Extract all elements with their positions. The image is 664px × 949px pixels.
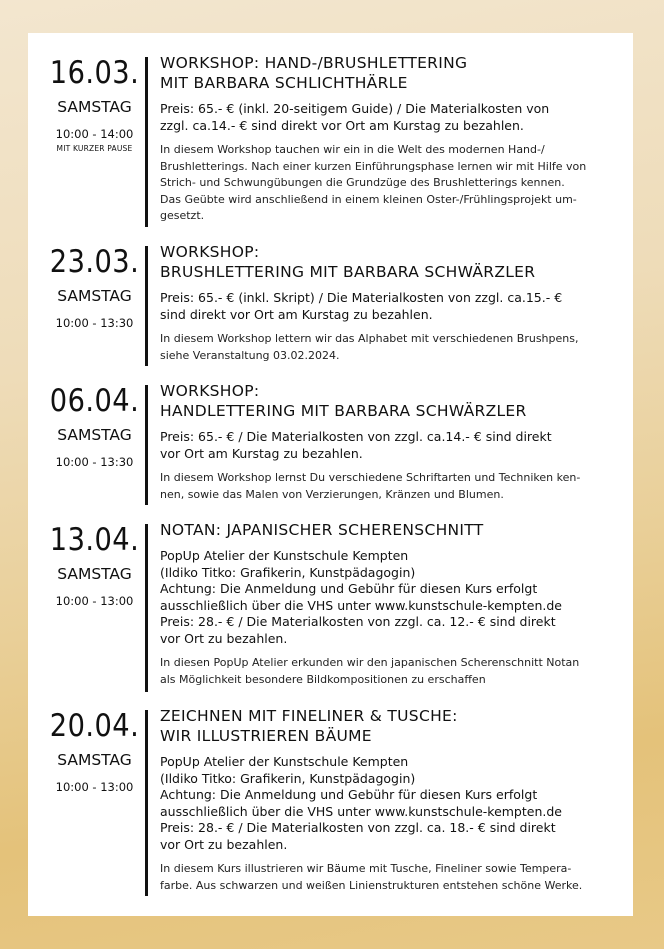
event-meta-line: Preis: 28.- € / Die Materialkosten von zzgl. ca. 12.- € sind direkt [160, 614, 556, 629]
event-description [160, 470, 610, 503]
event-time: 10:00 - 13:00 [55, 594, 134, 608]
event-desc-line: In diesem Workshop lernst Du verschiedene Schriftarten und Techniken ken- [160, 471, 581, 484]
event-meta-line: vor Ort zu bezahlen. [160, 836, 288, 852]
event-title-line: WORKSHOP: HAND-/BRUSHLETTERING [160, 54, 468, 72]
event-meta-line: zzgl. ca.14.- € sind direkt vor Ort am Kurstag zu bezahlen. [160, 117, 524, 133]
event-title-line: WORKSHOP: [160, 243, 260, 261]
event-title-line: WORKSHOP: [160, 382, 260, 400]
event-date-column [28, 523, 161, 608]
event-title-line: BRUSHLETTERING MIT BARBARA SCHWÄRZLER [160, 263, 536, 281]
event-price-info [160, 429, 610, 462]
event-title [160, 381, 610, 421]
event-description [160, 331, 610, 364]
event-weekday: SAMSTAG [57, 98, 132, 116]
event-time-note: MIT KURZER PAUSE [56, 144, 133, 153]
event-date: 20.04. [49, 708, 140, 744]
event-desc-line: In diesem Kurs illustrieren wir Bäume mit Tusche, Fineliner sowie Tempera- [160, 862, 572, 875]
event-meta-line: Preis: 65.- € (inkl. 20-seitigem Guide) / Die Materialkosten von [160, 101, 550, 116]
event-title-line: MIT BARBARA SCHLICHTHÄRLE [160, 74, 408, 92]
event-date-column [28, 56, 161, 153]
event-meta-line: PopUp Atelier der Kunstschule Kempten [160, 754, 409, 769]
divider-bar [145, 385, 148, 505]
event-meta-line: Preis: 28.- € / Die Materialkosten von zzgl. ca. 18.- € sind direkt [160, 820, 556, 835]
event-meta-line: vor Ort am Kurstag zu bezahlen. [160, 445, 363, 461]
event-description [160, 861, 610, 894]
event-meta-line: PopUp Atelier der Kunstschule Kempten [160, 548, 409, 563]
event-title [160, 242, 610, 282]
event-desc-line: gesetzt. [160, 209, 205, 222]
event-meta-line: vor Ort zu bezahlen. [160, 630, 288, 646]
event-desc-line: als Möglichkeit besondere Bildkompositionen zu erschaffen [160, 672, 486, 686]
event-meta-line: sind direkt vor Ort am Kurstag zu bezahlen. [160, 306, 433, 322]
event-date-column [28, 245, 161, 330]
event-weekday: SAMSTAG [57, 751, 132, 769]
divider-bar [145, 246, 148, 366]
event-date: 13.04. [49, 522, 140, 558]
event-meta-line: ausschließlich über die VHS unter www.kunstschule-kempten.de [160, 803, 562, 819]
event-course-info [160, 548, 610, 647]
event-weekday: SAMSTAG [57, 565, 132, 583]
event-desc-line: Das Geübte wird anschließend in einem kleinen Oster-/Frühlingsprojekt um- [160, 192, 577, 206]
event-date: 23.03. [49, 244, 140, 280]
event-time: 10:00 - 13:30 [55, 455, 134, 469]
event-date-column [28, 709, 161, 794]
event-title [160, 53, 610, 93]
program-sheet [28, 33, 633, 916]
event-title-line: HANDLETTERING MIT BARBARA SCHWÄRZLER [160, 402, 527, 420]
event-desc-line: Brushletterings. Nach einer kurzen Einführungsphase lernen wir mit Hilfe von [160, 159, 587, 173]
event-content [160, 381, 610, 503]
event-price-info [160, 101, 610, 134]
event-content [160, 520, 610, 688]
event-desc-line: In diesen PopUp Atelier erkunden wir den japanischen Scherenschnitt Notan [160, 656, 580, 669]
event-course-info [160, 754, 610, 853]
event-title-line: WIR ILLUSTRIEREN BÄUME [160, 727, 372, 745]
event-meta-line: Preis: 65.- € / Die Materialkosten von zzgl. ca.14.- € sind direkt [160, 429, 552, 444]
event-desc-line: In diesem Workshop lettern wir das Alphabet mit verschiedenen Brushpens, [160, 332, 579, 345]
event-title [160, 520, 610, 540]
event-date-column [28, 384, 161, 469]
event-date: 16.03. [49, 55, 140, 91]
event-desc-line: nen, sowie das Malen von Verzierungen, Kränzen und Blumen. [160, 487, 504, 501]
event-meta-line: (Ildiko Titko: Grafikerin, Kunstpädagogin) [160, 770, 416, 786]
event-meta-line: (Ildiko Titko: Grafikerin, Kunstpädagogin) [160, 564, 416, 580]
event-title [160, 706, 610, 746]
event-meta-line: Achtung: Die Anmeldung und Gebühr für diesen Kurs erfolgt [160, 581, 538, 596]
event-content [160, 706, 610, 894]
divider-bar [145, 57, 148, 227]
event-desc-line: Strich- und Schwungübungen die Grundzüge des Brushletterings kennen. [160, 176, 565, 189]
event-weekday: SAMSTAG [57, 426, 132, 444]
event-meta-line: Preis: 65.- € (inkl. Skript) / Die Materialkosten von zzgl. ca.15.- € [160, 290, 563, 305]
event-time: 10:00 - 14:00 [55, 127, 134, 141]
divider-bar [145, 710, 148, 896]
event-price-info [160, 290, 610, 323]
event-title-line: NOTAN: JAPANISCHER SCHERENSCHNITT [160, 521, 484, 539]
event-desc-line: In diesem Workshop tauchen wir ein in die Welt des modernen Hand-/ [160, 143, 545, 156]
event-meta-line: Achtung: Die Anmeldung und Gebühr für diesen Kurs erfolgt [160, 787, 538, 802]
event-desc-line: siehe Veranstaltung 03.02.2024. [160, 348, 340, 362]
event-date: 06.04. [49, 383, 140, 419]
event-title-line: ZEICHNEN MIT FINELINER & TUSCHE: [160, 707, 458, 725]
divider-bar [145, 524, 148, 692]
event-time: 10:00 - 13:30 [55, 316, 134, 330]
event-weekday: SAMSTAG [57, 287, 132, 305]
event-content [160, 53, 610, 225]
event-time: 10:00 - 13:00 [55, 780, 134, 794]
event-desc-line: farbe. Aus schwarzen und weißen Linienstrukturen entstehen schöne Werke. [160, 878, 583, 892]
event-description [160, 655, 610, 688]
event-description [160, 142, 610, 225]
event-meta-line: ausschließlich über die VHS unter www.kunstschule-kempten.de [160, 597, 562, 613]
event-content [160, 242, 610, 364]
